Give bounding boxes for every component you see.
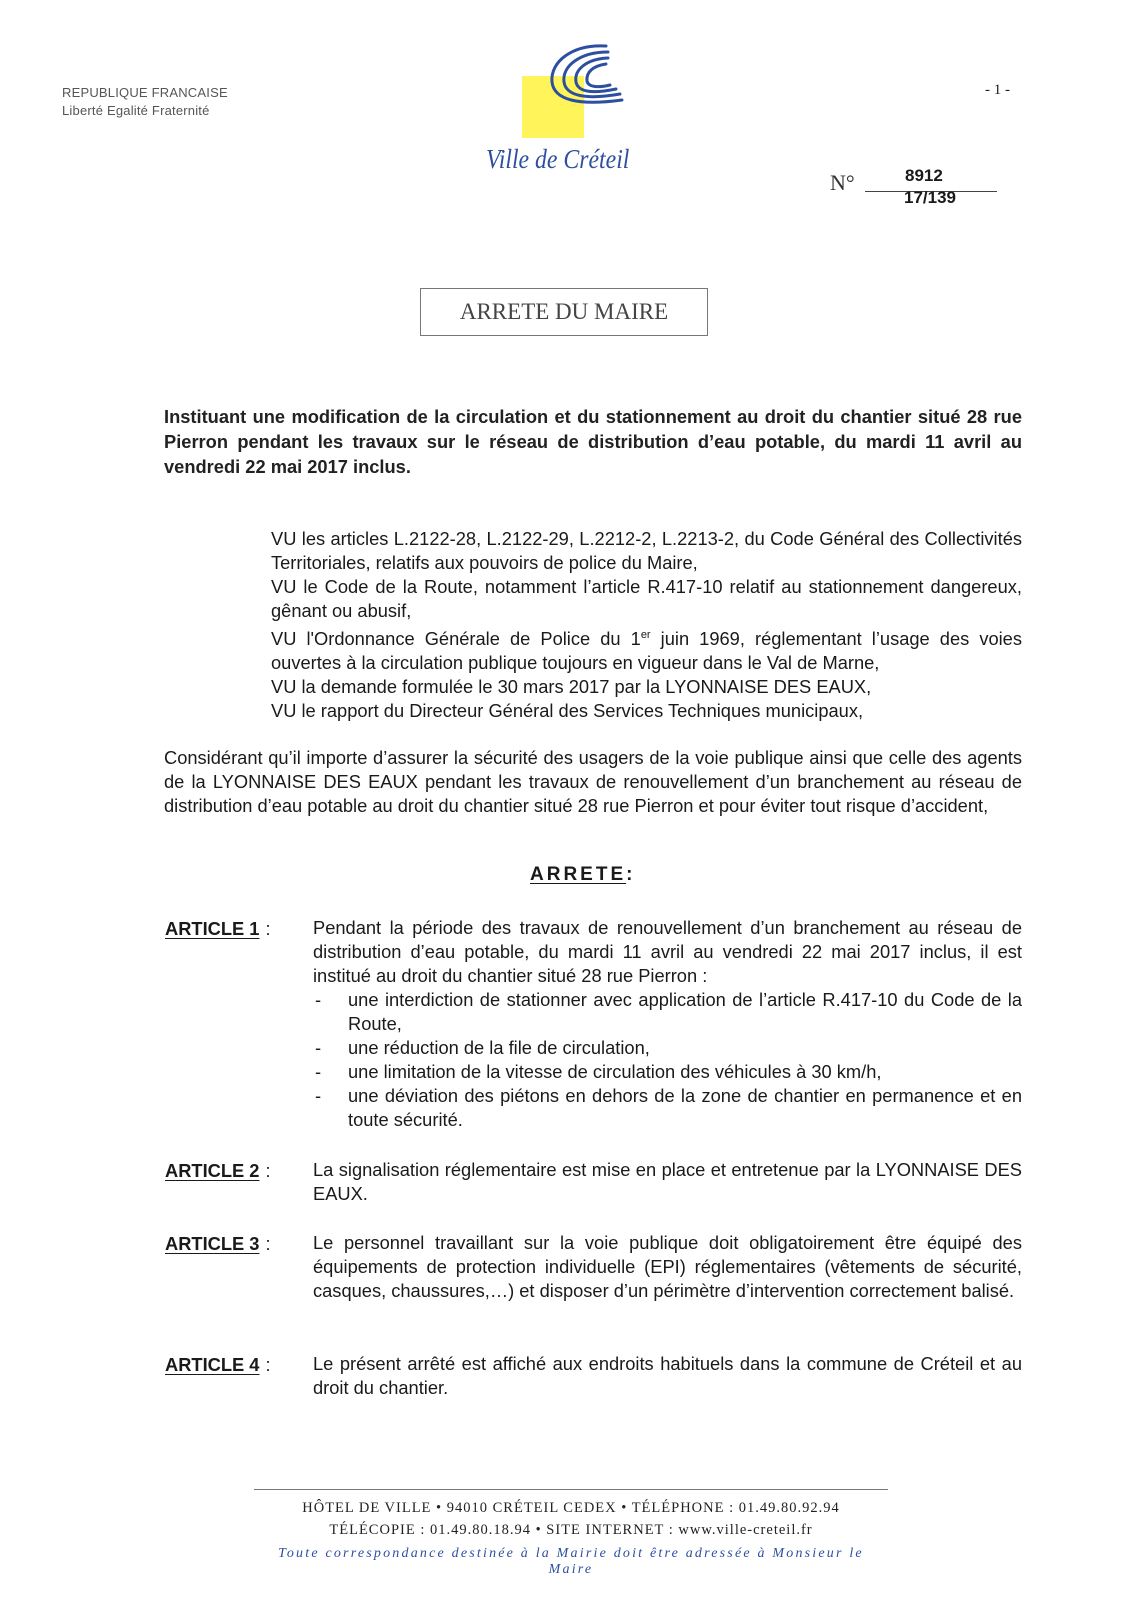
document-title [420,288,708,336]
list-item: - une limitation de la vitesse de circulation des véhicules à 30 km/h, [313,1060,1022,1084]
vu-item: VU l'Ordonnance Générale de Police du 1er juin 1969, réglementant l’usage des voies ouvertes à la circulation publique toujours en vigueur dans le Val de Marne, [271,628,1022,674]
article-label-colon: : [265,918,271,939]
article-1-label [165,918,271,940]
article-text: La signalisation réglementaire est mise en place et entretenue par la LYONNAISE DES EAUX. [313,1159,1022,1204]
article-label-colon: : [265,1160,271,1181]
vu-item: VU la demande formulée le 30 mars 2017 par la LYONNAISE DES EAUX, [271,676,872,698]
republic-motto: Liberté Egalité Fraternité [62,103,210,118]
ville-de-creteil-logo-icon [522,42,642,142]
number-label: N° [830,170,855,195]
arrete-heading-text: ARRETE [530,864,627,885]
republic-header [62,84,228,120]
list-item: - une réduction de la file de circulation, [313,1036,1022,1060]
footer-divider [254,1489,888,1490]
arrete-heading [530,864,635,886]
list-item: - une déviation des piétons en dehors de la zone de chantier en permanence et en toute sécurité. [313,1084,1022,1132]
vu-item: VU les articles L.2122-28, L.2122-29, L.2212-2, L.2213-2, du Code Général des Collectivités Territoriales, relatifs aux pouvoirs de police du Maire, [271,528,1022,573]
page-number: - 1 - [985,82,1010,98]
decree-subject: Instituant une modification de la circulation et du stationnement au droit du chantier situé 28 rue Pierron pendant les travaux sur le réseau de distribution d’eau potable, du mardi 11 avril au vendredi 22 mai 2017 inclus. [164,406,1022,477]
article-1-body [313,916,1022,1132]
article-label-text: ARTICLE 4 [165,1354,260,1375]
considerant-paragraph: Considérant qu’il importe d’assurer la sécurité des usagers de la voie publique ainsi que celle des agents de la LYONNAISE DES EAUX pendant les travaux de renouvellement d’un branchement au réseau de distribution d’eau potable au droit du chantier situé 28 rue Pierron et pour éviter tout risque d’accident, [164,747,1022,816]
vu-item: VU le rapport du Directeur Général des Services Techniques municipaux, [271,700,864,722]
republic-name: REPUBLIQUE FRANCAISE [62,85,228,100]
article-label-colon: : [265,1233,271,1254]
article-4-body [313,1352,1022,1400]
vu-list [271,527,1022,723]
article-label-text: ARTICLE 3 [165,1233,260,1254]
city-name: Ville de Créteil [486,144,630,174]
article-label-text: ARTICLE 2 [165,1160,260,1181]
article-3-label [165,1233,271,1255]
article-4-label [165,1354,271,1376]
arrete-heading-colon: : [626,864,636,885]
footer-contact: TÉLÉCOPIE : 01.49.80.18.94 • SITE INTERNET : www.ville-creteil.fr [329,1522,813,1538]
list-item: - une interdiction de stationner avec application de l’article R.417-10 du Code de la Route, [313,988,1022,1036]
article-text: Le présent arrêté est affiché aux endroits habituels dans la commune de Créteil et au droit du chantier. [313,1353,1022,1398]
article-label-text: ARTICLE 1 [165,918,260,939]
article-3-body [313,1231,1022,1303]
article-label-colon: : [265,1354,271,1375]
article-text: Le personnel travaillant sur la voie publique doit obligatoirement être équipé des équipements de protection individuelle (EPI) réglementaires (vêtements de sécurité, casques, chaussures,…) et disposer d’un périmètre d’intervention correctement balisé. [313,1232,1022,1301]
article-2-label [165,1160,271,1182]
ordinal-suffix: er [640,629,651,641]
footer-address: HÔTEL DE VILLE • 94010 CRÉTEIL CEDEX • TÉLÉPHONE : 01.49.80.92.94 [302,1500,840,1516]
footer-notice: Toute correspondance destinée à la Mairie doit être adressée à Monsieur le Maire [278,1546,864,1577]
article-text: Pendant la période des travaux de renouvellement d’un branchement au réseau de distribution d’eau potable, du mardi 11 avril au vendredi 22 mai 2017 inclus, il est institué au droit du chantier situé 28 rue Pierron : [313,917,1022,986]
vu-item: VU le Code de la Route, notamment l’article R.417-10 relatif au stationnement dangereux, gênant ou abusif, [271,576,1022,621]
decree-reference: 17/139 [904,188,956,207]
article-2-body [313,1158,1022,1206]
article-1-list [313,988,1022,1132]
decree-number: 8912 [905,166,943,185]
document-title-text: ARRETE DU MAIRE [459,299,669,324]
